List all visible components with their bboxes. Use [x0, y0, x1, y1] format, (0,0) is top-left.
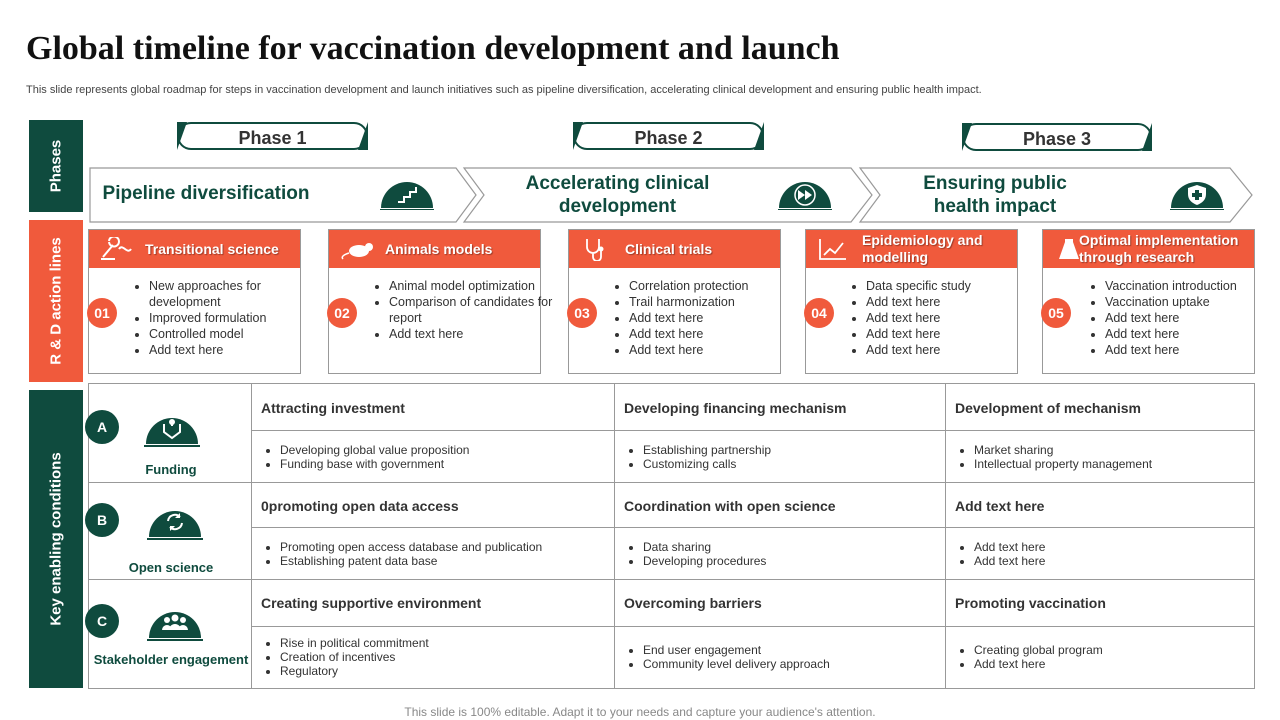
bullet: • Comparison of candidates for report	[389, 294, 554, 326]
bullet: • Establishing patent data base	[280, 554, 542, 568]
bullet: • Community level delivery approach	[643, 657, 830, 671]
phases-side-label: Phases	[47, 139, 65, 193]
grid-body-cell	[945, 430, 1255, 483]
grid-bullets	[625, 540, 766, 568]
grid-bullets	[262, 540, 542, 568]
rd-card-number: 03	[567, 298, 597, 328]
grid-body-cell	[614, 626, 946, 689]
rat-icon	[339, 237, 375, 261]
condition-c-label-cell	[88, 579, 252, 689]
rd-card-4	[805, 229, 1018, 374]
rd-card-number: 02	[327, 298, 357, 328]
bullet: • Improved formulation	[149, 310, 314, 326]
grid-heading: Promoting vaccination	[955, 595, 1106, 611]
phases-side-tab	[29, 120, 83, 212]
bullet: • Intellectual property management	[974, 457, 1152, 471]
bullet: • Add text here	[974, 554, 1045, 568]
fast-forward-icon	[778, 178, 832, 210]
grid-heading: Add text here	[955, 498, 1045, 514]
group-icon	[147, 602, 203, 642]
page-title: Global timeline for vaccination development and launch	[26, 30, 840, 67]
bullet: • New approaches for development	[149, 278, 314, 310]
page-subtitle: This slide represents global roadmap for steps in vaccination development and launch initiatives such as pipeline diversification, accelerating clinical development and ensuring public health impact.	[26, 84, 982, 96]
rd-card-header	[1043, 230, 1254, 268]
kec-side-tab	[29, 390, 83, 688]
bullet: • Customizing calls	[643, 457, 771, 471]
bullet: • Developing procedures	[643, 554, 766, 568]
bullet: • Add text here	[1105, 310, 1270, 326]
rd-card-bullets	[611, 278, 794, 358]
grid-head-cell	[945, 383, 1255, 431]
grid-body-cell	[614, 527, 946, 580]
rd-card-bullets	[848, 278, 1031, 358]
grid-bullets	[262, 443, 469, 471]
condition-label: Open science	[128, 560, 214, 575]
grid-body-cell	[614, 430, 946, 483]
bullet: • Establishing partnership	[643, 443, 771, 457]
bullet: • End user engagement	[643, 643, 830, 657]
condition-label: Funding	[145, 462, 197, 477]
rd-card-bullets	[1087, 278, 1270, 358]
bullet: • Add text here	[629, 310, 794, 326]
bullet: • Rise in political commitment	[280, 636, 429, 650]
bullet: • Add text here	[629, 342, 794, 358]
bullet: • Funding base with government	[280, 457, 469, 471]
bullet: • Add text here	[149, 342, 314, 358]
rd-card-title: Epidemiology and modelling	[862, 232, 983, 265]
bullet: • Add text here	[389, 326, 554, 342]
grid-head-cell	[945, 482, 1255, 528]
grid-body-cell	[251, 527, 615, 580]
grid-head-cell	[945, 579, 1255, 627]
phase-2-pill: Phase 2	[573, 122, 764, 150]
bullet: • Controlled model	[149, 326, 314, 342]
bullet: • Promoting open access database and publication	[280, 540, 542, 554]
bullet: • Add text here	[1105, 342, 1270, 358]
phase-1-pill: Phase 1	[177, 122, 368, 150]
footer-note: This slide is 100% editable. Adapt it to your needs and capture your audience's attention.	[404, 705, 876, 719]
grid-bullets	[262, 636, 429, 678]
grid-head-cell	[614, 482, 946, 528]
rd-card-3	[568, 229, 781, 374]
rd-card-title: Transitional science	[145, 240, 279, 257]
bullet: • Data specific study	[866, 278, 1031, 294]
grid-body-cell	[251, 430, 615, 483]
stairs-icon	[380, 178, 434, 210]
condition-label: Stakeholder engagement	[93, 652, 249, 667]
refresh-icon	[147, 501, 203, 541]
grid-heading: 0promoting open data access	[261, 498, 459, 514]
bullet: • Add text here	[974, 657, 1103, 671]
grid-bullets	[625, 643, 830, 671]
condition-b-label-cell	[88, 482, 252, 580]
grid-heading: Developing financing mechanism	[624, 400, 847, 416]
rd-card-bullets	[371, 278, 554, 342]
bullet: • Add text here	[866, 342, 1031, 358]
rd-card-title: Clinical trials	[625, 240, 713, 257]
bullet: • Creation of incentives	[280, 650, 429, 664]
rd-card-number: 01	[87, 298, 117, 328]
rd-card-bullets	[131, 278, 314, 358]
grid-body-cell	[945, 626, 1255, 689]
grid-heading: Development of mechanism	[955, 400, 1141, 416]
kec-side-label: Key enabling conditions	[47, 452, 65, 626]
grid-heading: Attracting investment	[261, 400, 405, 416]
rd-card-number: 05	[1041, 298, 1071, 328]
grid-head-cell	[251, 579, 615, 627]
condition-a-label-cell	[88, 383, 252, 483]
bullet: • Add text here	[1105, 326, 1270, 342]
rd-card-number: 04	[804, 298, 834, 328]
phase-1-step: Pipeline diversification	[102, 183, 310, 204]
rd-side-label: R & D action lines	[47, 237, 65, 365]
grid-heading: Coordination with open science	[624, 498, 836, 514]
bullet: • Regulatory	[280, 664, 429, 678]
grid-head-cell	[251, 383, 615, 431]
bullet: • Add text here	[629, 326, 794, 342]
stethoscope-icon	[579, 237, 615, 261]
microscope-icon	[99, 237, 135, 261]
funding-icon	[144, 408, 200, 448]
rd-card-header	[89, 230, 300, 268]
grid-body-cell	[251, 626, 615, 689]
bullet: • Animal model optimization	[389, 278, 554, 294]
grid-bullets	[625, 443, 771, 471]
grid-heading: Overcoming barriers	[624, 595, 762, 611]
condition-letter: B	[85, 503, 119, 537]
grid-bullets	[956, 540, 1045, 568]
phase-3-step: Ensuring public health impact	[923, 173, 1067, 217]
bullet: • Market sharing	[974, 443, 1152, 457]
bullet: • Add text here	[866, 294, 1031, 310]
rd-card-2	[328, 229, 553, 374]
bullet: • Add text here	[866, 310, 1031, 326]
rd-card-header	[329, 230, 540, 268]
rd-card-5	[1042, 229, 1255, 374]
bullet: • Data sharing	[643, 540, 766, 554]
bullet: • Add text here	[974, 540, 1045, 554]
grid-head-cell	[614, 383, 946, 431]
grid-bullets	[956, 443, 1152, 471]
rd-card-1	[88, 229, 301, 374]
rd-card-title: Optimal implementation through research	[1079, 232, 1239, 265]
grid-head-cell	[614, 579, 946, 627]
bullet: • Trail harmonization	[629, 294, 794, 310]
grid-bullets	[956, 643, 1103, 671]
phase-3-pill: Phase 3	[962, 123, 1152, 151]
rd-card-header	[569, 230, 780, 268]
phase-2-step: Accelerating clinical development	[525, 173, 710, 217]
line-chart-icon	[816, 237, 852, 261]
bullet: • Vaccination uptake	[1105, 294, 1270, 310]
rd-card-title: Animals models	[385, 240, 493, 257]
rd-side-tab	[29, 220, 83, 382]
rd-card-header	[806, 230, 1017, 268]
grid-body-cell	[945, 527, 1255, 580]
bullet: • Add text here	[866, 326, 1031, 342]
bullet: • Creating global program	[974, 643, 1103, 657]
bullet: • Correlation protection	[629, 278, 794, 294]
bullet: • Vaccination introduction	[1105, 278, 1270, 294]
condition-letter: C	[85, 604, 119, 638]
grid-head-cell	[251, 482, 615, 528]
grid-heading: Creating supportive environment	[261, 595, 482, 611]
health-shield-icon	[1170, 178, 1224, 210]
bullet: • Developing global value proposition	[280, 443, 469, 457]
condition-letter: A	[85, 410, 119, 444]
